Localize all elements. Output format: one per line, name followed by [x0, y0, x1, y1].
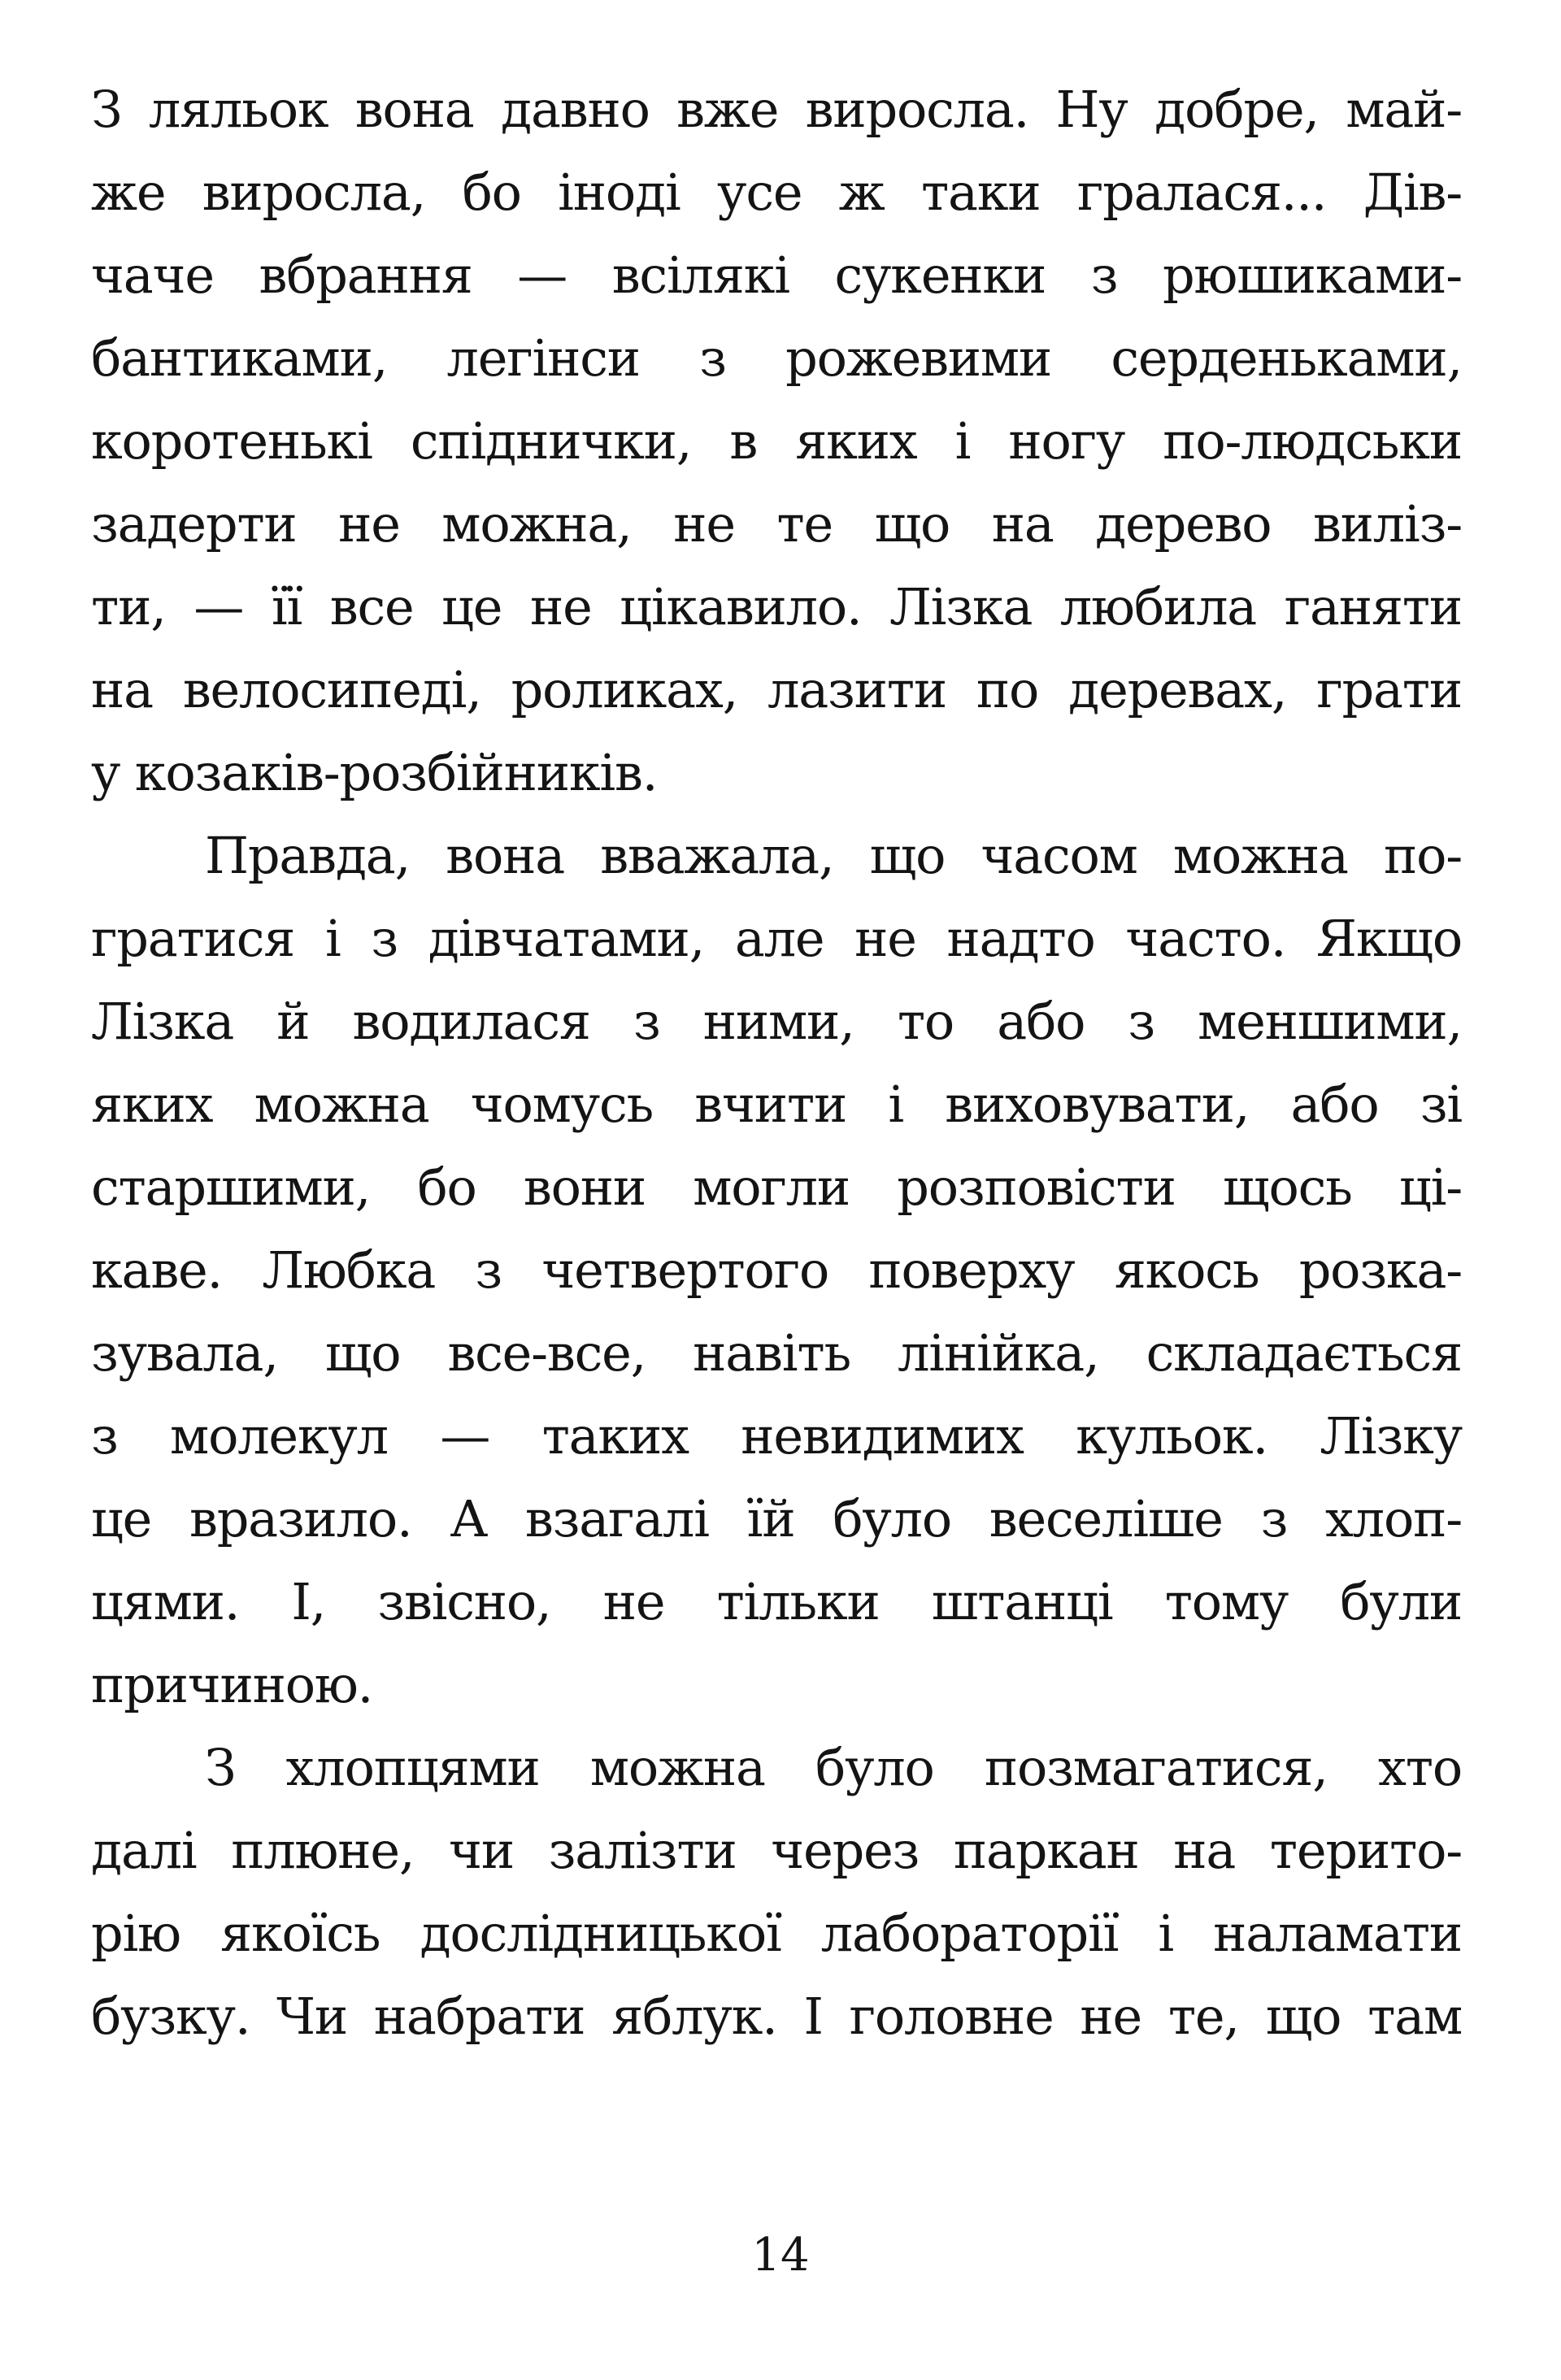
text-line: це вразило. А взагалі їй було веселіше з хлоп- [91, 1489, 1462, 1548]
text-line: цями. І, звісно, не тільки штанці тому були [91, 1572, 1462, 1631]
text-line: же виросла, бо іноді усе ж таки гралася... Дів- [91, 163, 1462, 222]
text-line: гратися і з дівчатами, але не надто часто. Якщо [91, 909, 1462, 968]
paragraph-2 [91, 814, 1462, 1726]
text-line: причиною. [91, 1655, 373, 1714]
text-line: зувала, що все-все, навіть лінійка, складається [91, 1323, 1462, 1383]
text-line: Правда, вона вважала, що часом можна по- [205, 826, 1462, 885]
text-line: далі плюне, чи залізти через паркан на терито- [91, 1821, 1462, 1880]
page-number: 14 [751, 2229, 810, 2282]
text-line: рію якоїсь дослідницької лабораторії і наламати [91, 1904, 1462, 1963]
book-page-text [91, 68, 1462, 2058]
paragraph-1 [91, 68, 1462, 814]
text-line: з молекул — таких невидимих кульок. Лізку [91, 1406, 1462, 1466]
text-line: чаче вбрання — всілякі сукенки з рюшиками- [91, 245, 1462, 305]
text-line: коротенькі спіднички, в яких і ногу по-людськи [91, 411, 1462, 471]
text-line: З ляльок вона давно вже виросла. Ну добре, май- [91, 80, 1462, 139]
text-line: бантиками, легінси з рожевими серденьками, [91, 328, 1462, 388]
text-line: на велосипеді, роликах, лазити по деревах, грати [91, 660, 1462, 719]
paragraph-3 [91, 1726, 1462, 2058]
text-line: у козаків-розбійників. [91, 743, 658, 802]
text-line: З хлопцями можна було позмагатися, хто [205, 1738, 1462, 1797]
text-line: яких можна чомусь вчити і виховувати, або зі [91, 1075, 1462, 1134]
text-line: каве. Любка з четвертого поверху якось розка- [91, 1240, 1462, 1300]
text-line: бузку. Чи набрати яблук. І головне не те, що там [91, 1987, 1462, 2046]
text-line: Лізка й водилася з ними, то або з меншими, [91, 992, 1462, 1051]
text-line: старшими, бо вони могли розповісти щось ці- [91, 1157, 1462, 1217]
text-line: задерти не можна, не те що на дерево виліз- [91, 494, 1462, 554]
text-line: ти, — її все це не цікавило. Лізка любила ганяти [91, 577, 1462, 636]
